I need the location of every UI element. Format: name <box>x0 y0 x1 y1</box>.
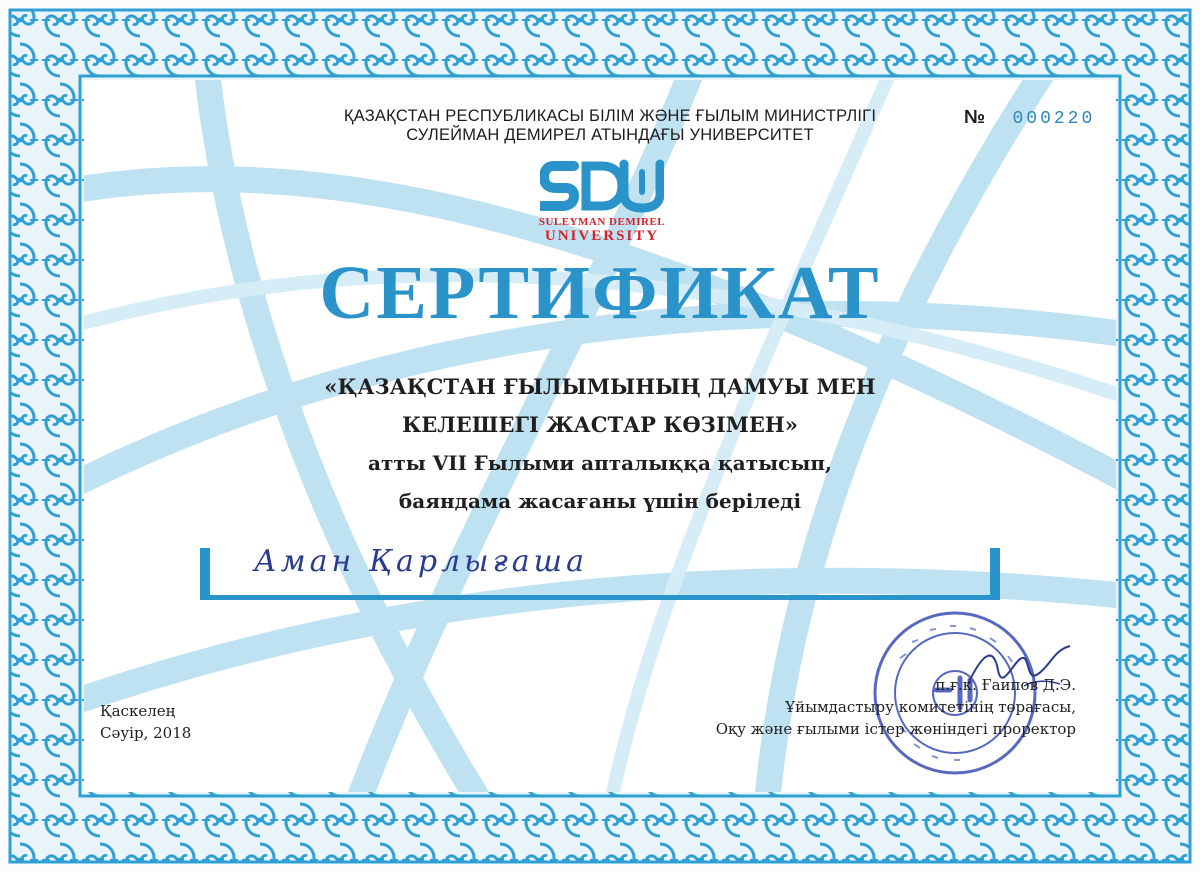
body-line-3: атты VII Ғылыми апталыққа қатысып, <box>367 451 833 475</box>
body-line-2: КЕЛЕШЕГІ ЖАСТАР КӨЗІМЕН» <box>402 412 798 437</box>
certificate-title: СЕРТИФИКАТ <box>319 251 881 335</box>
signer-name: п.ғ.к. Ғаипов Д.Э. <box>935 676 1076 694</box>
recipient-name: Аман Қарлығаша <box>254 544 588 579</box>
sdu-logo-icon <box>540 158 664 214</box>
number-value: 000220 <box>1012 109 1096 129</box>
university-logo <box>532 158 672 250</box>
issue-place-date <box>100 700 191 744</box>
certificate-body <box>84 80 1116 792</box>
name-underline <box>200 595 1000 600</box>
signer-role-1: Ұйымдастыру комитетінің төрағасы, <box>785 698 1076 716</box>
number-label: № <box>964 107 986 128</box>
signer-block <box>716 674 1076 740</box>
signer-role-2: Оқу және ғылыми істер жөніндегі проректор <box>715 720 1076 738</box>
logo-text-line-2: UNIVERSITY <box>544 228 660 244</box>
certificate-text <box>250 368 950 520</box>
certificate-number <box>964 107 1095 129</box>
body-line-1: «ҚАЗАҚСТАН ҒЫЛЫМЫНЫҢ ДАМУЫ МЕН <box>324 374 876 399</box>
header-line-2: СУЛЕЙМАН ДЕМИРЕЛ АТЫНДАҒЫ УНИВЕРСИТЕТ <box>406 126 814 144</box>
header-line-1: ҚАЗАҚСТАН РЕСПУБЛИКАСЫ БІЛІМ ЖӘНЕ ҒЫЛЫМ МИНИСТРЛІГІ <box>343 107 877 125</box>
issue-date: Сәуір, 2018 <box>100 724 192 742</box>
ministry-header <box>310 107 910 145</box>
name-frame-right <box>990 548 1000 600</box>
issue-city: Қаскелең <box>100 702 176 720</box>
body-line-4: баяндама жасағаны үшін беріледі <box>398 489 802 513</box>
logo-text-line-1: SULEYMAN DEMIREL <box>538 216 666 228</box>
name-frame-left <box>200 548 210 600</box>
